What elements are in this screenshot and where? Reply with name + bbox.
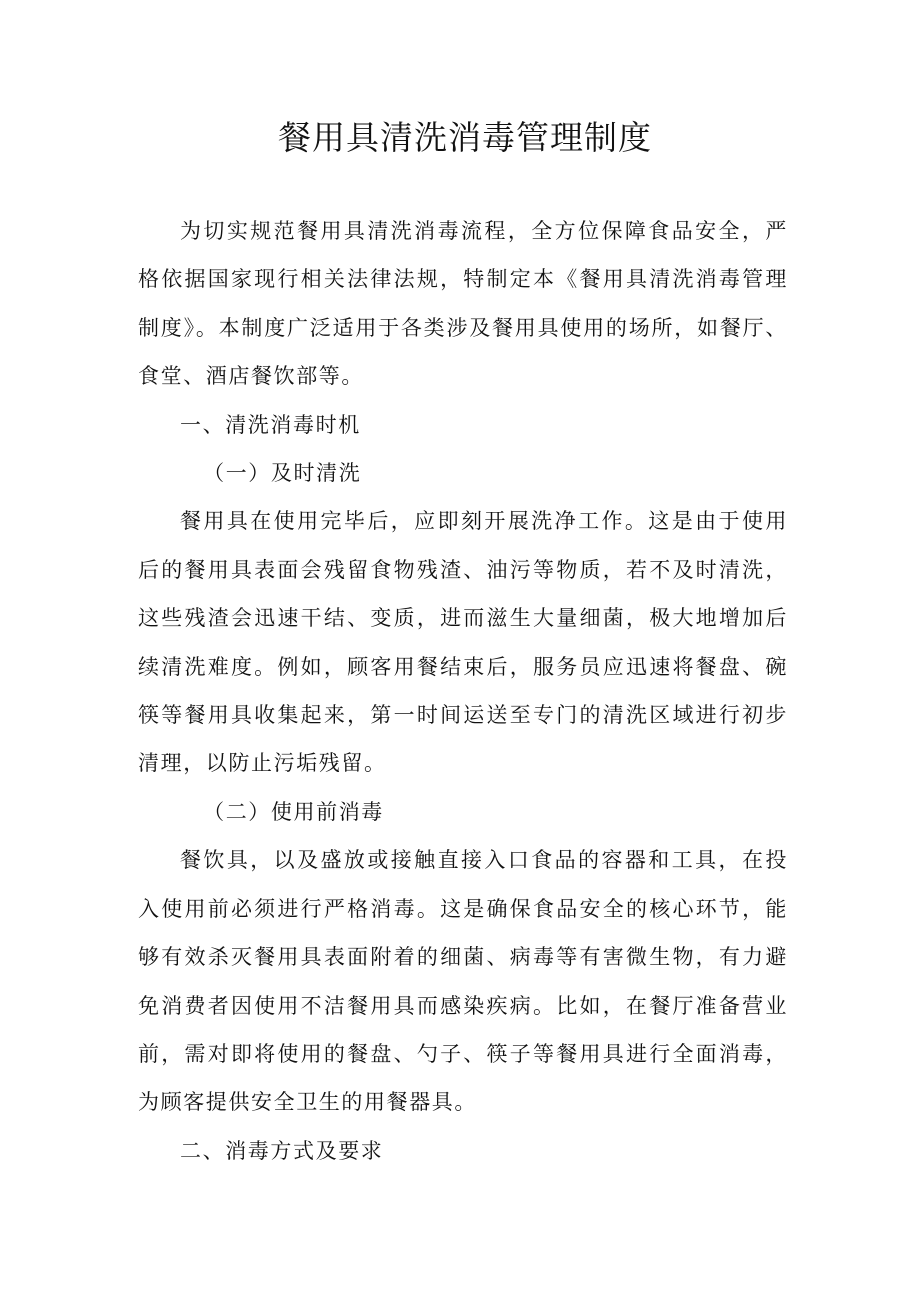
subsection-heading-pre-use-disinfection: （二）使用前消毒 bbox=[203, 799, 384, 824]
section-heading-disinfection-methods: 二、消毒方式及要求 bbox=[180, 1138, 384, 1163]
paragraph-pre-use-disinfection: 餐饮具，以及盛放或接触直接入口食品的容器和工具，在投入使用前必须进行严格消毒。这是确保食品安全的核心环节，能够有效杀灭餐用具表面附着的细菌、病毒等有害微生物，有力避免消费者因使用不洁餐用具而感染疾病。比如，在餐厅准备营业前，需对即将使用的餐盘、勺子、筷子等餐用具进行全面消毒，为顾客提供安全卫生的用餐器具。 bbox=[138, 848, 788, 1115]
document-body bbox=[138, 207, 788, 1175]
subsection-heading-timely-cleaning: （一）及时清洗 bbox=[203, 461, 362, 486]
paragraph-timely-cleaning: 餐用具在使用完毕后，应即刻开展洗净工作。这是由于使用后的餐用具表面会残留食物残渣、油污等物质，若不及时清洗，这些残渣会迅速干结、变质，进而滋生大量细菌，极大地增加后续清洗难度。例如，顾客用餐结束后，服务员应迅速将餐盘、碗筷等餐用具收集起来，第一时间运送至专门的清洗区域进行初步清理，以防止污垢残留。 bbox=[138, 509, 788, 776]
section-heading-timing: 一、清洗消毒时机 bbox=[180, 412, 361, 437]
document-title: 餐用具清洗消毒管理制度 bbox=[278, 118, 652, 157]
intro-paragraph: 为切实规范餐用具清洗消毒流程，全方位保障食品安全，严格依据国家现行相关法律法规，特制定本《餐用具清洗消毒管理制度》。本制度广泛适用于各类涉及餐用具使用的场所，如餐厅、食堂、酒店餐饮部等。 bbox=[138, 219, 788, 389]
